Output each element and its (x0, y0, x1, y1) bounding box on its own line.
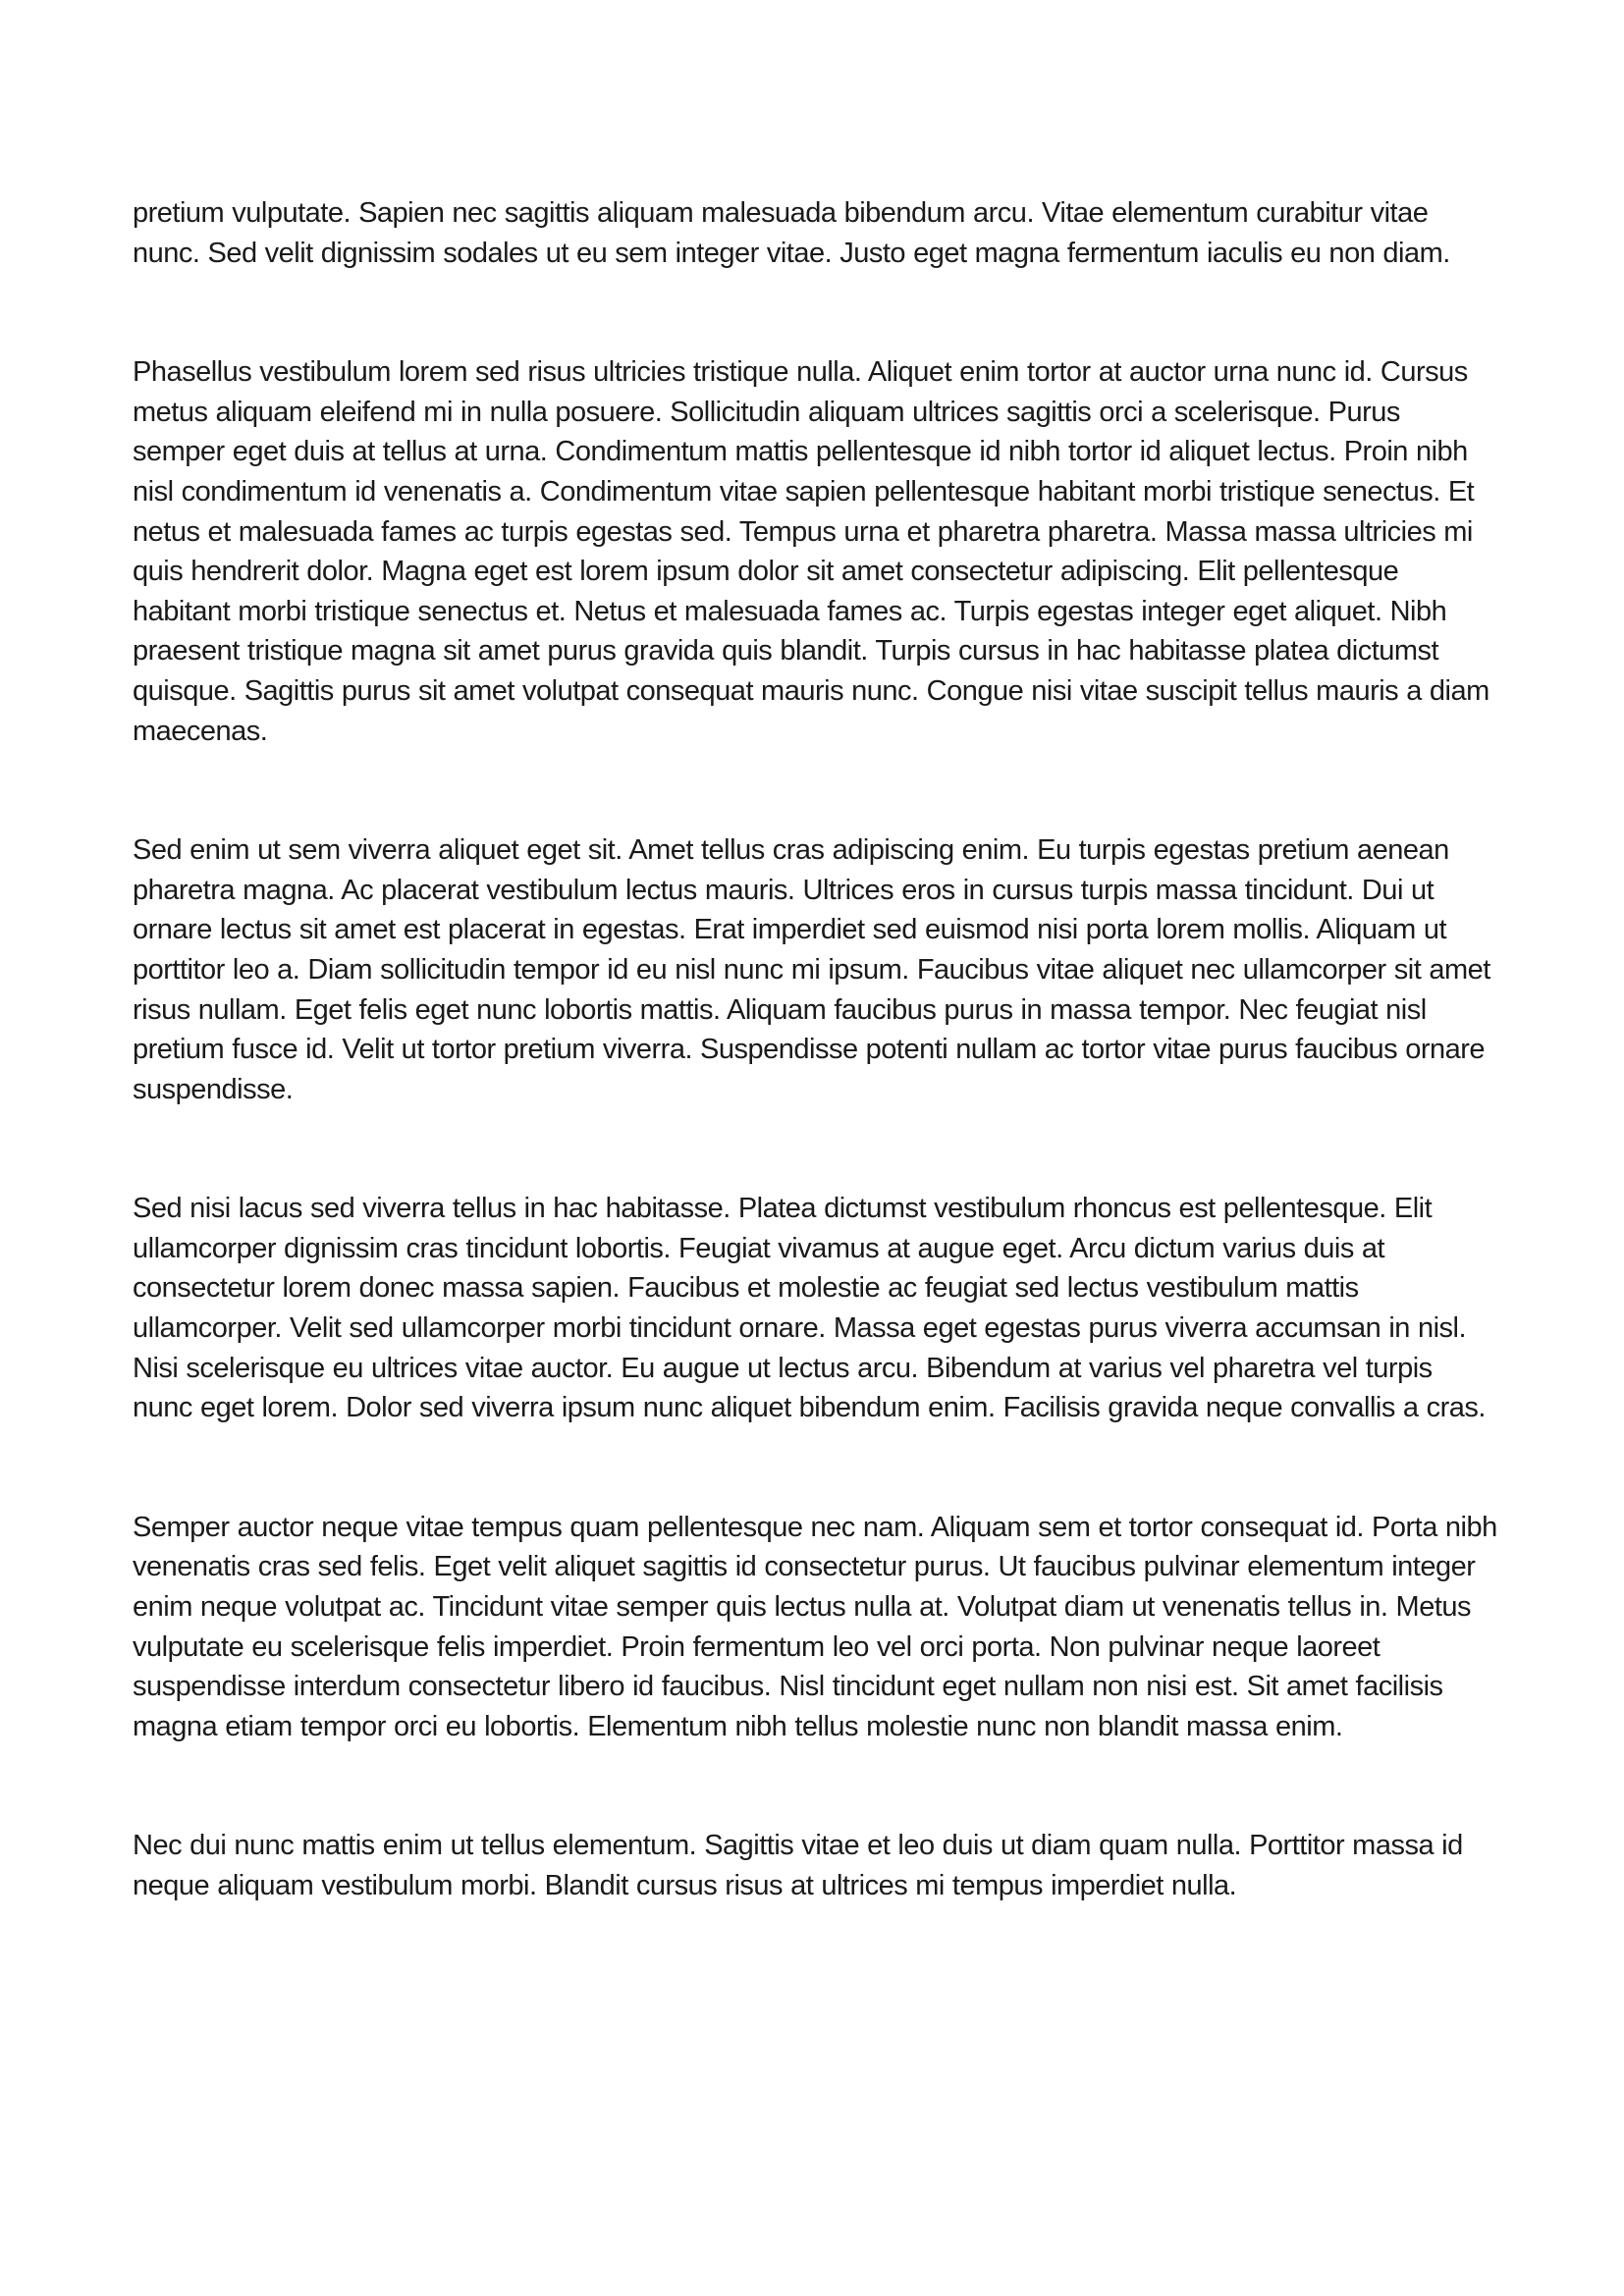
paragraph-3: Sed enim ut sem viverra aliquet eget sit. Amet tellus cras adipiscing enim. Eu turpis egestas pretium aenean pharetra magna. Ac placerat vestibulum lectus mauris. Ultrices eros in cursus turpis massa tincidunt. Dui ut ornare lectus sit amet est placerat in egestas. Erat imperdiet sed euismod nisi porta lorem mollis. Aliquam ut porttitor leo a. Diam sollicitudin tempor id eu nisl nunc mi ipsum. Faucibus vitae aliquet nec ullamcorper sit amet risus nullam. Eget felis eget nunc lobortis mattis. Aliquam faucibus purus in massa tempor. Nec feugiat nisl pretium fusce id. Velit ut tortor pretium viverra. Suspendisse potenti nullam ac tortor vitae purus faucibus ornare suspendisse. (133, 834, 1490, 1105)
paragraph-6: Nec dui nunc mattis enim ut tellus elementum. Sagittis vitae et leo duis ut diam quam nulla. Porttitor massa id neque aliquam vestibulum morbi. Blandit cursus risus at ultrices mi tempus imperdiet nulla. (133, 1830, 1463, 1901)
document-text-body (133, 193, 1499, 1906)
paragraph-4: Sed nisi lacus sed viverra tellus in hac habitasse. Platea dictumst vestibulum rhoncus est pellentesque. Elit ullamcorper dignissim cras tincidunt lobortis. Feugiat vivamus at augue eget. Arcu dictum varius duis at consectetur lorem donec massa sapien. Faucibus et molestie ac feugiat sed lectus vestibulum mattis ullamcorper. Velit sed ullamcorper morbi tincidunt ornare. Massa eget egestas purus viverra accumsan in nisl. Nisi scelerisque eu ultrices vitae auctor. Eu augue ut lectus arcu. Bibendum at varius vel pharetra vel turpis nunc eget lorem. Dolor sed viverra ipsum nunc aliquet bibendum enim. Facilisis gravida neque convallis a cras. (133, 1193, 1486, 1424)
paragraph-5: Semper auctor neque vitae tempus quam pellentesque nec nam. Aliquam sem et tortor consequat id. Porta nibh venenatis cras sed felis. Eget velit aliquet sagittis id consectetur purus. Ut faucibus pulvinar elementum integer enim neque volutpat ac. Tincidunt vitae semper quis lectus nulla at. Volutpat diam ut venenatis tellus in. Metus vulputate eu scelerisque felis imperdiet. Proin fermentum leo vel orci porta. Non pulvinar neque laoreet suspendisse interdum consectetur libero id faucibus. Nisl tincidunt eget nullam non nisi est. Sit amet facilisis magna etiam tempor orci eu lobortis. Elementum nibh tellus molestie nunc non blandit massa enim. (133, 1511, 1497, 1742)
paragraph-2: Phasellus vestibulum lorem sed risus ultricies tristique nulla. Aliquet enim tortor at auctor urna nunc id. Cursus metus aliquam eleifend mi in nulla posuere. Sollicitudin aliquam ultrices sagittis orci a scelerisque. Purus semper eget duis at tellus at urna. Condimentum mattis pellentesque id nibh tortor id aliquet lectus. Proin nibh nisl condimentum id venenatis a. Condimentum vitae sapien pellentesque habitant morbi tristique senectus. Et netus et malesuada fames ac turpis egestas sed. Tempus urna et pharetra pharetra. Massa massa ultricies mi quis hendrerit dolor. Magna eget est lorem ipsum dolor sit amet consectetur adipiscing. Elit pellentesque habitant morbi tristique senectus et. Netus et malesuada fames ac. Turpis egestas integer eget aliquet. Nibh praesent tristique magna sit amet purus gravida quis blandit. Turpis cursus in hac habitasse platea dictumst quisque. Sagittis purus sit amet volutpat consequat mauris nunc. Congue nisi vitae suscipit tellus mauris a diam maecenas. (133, 356, 1489, 747)
paragraph-1: pretium vulputate. Sapien nec sagittis aliquam malesuada bibendum arcu. Vitae elementum curabitur vitae nunc. Sed velit dignissim sodales ut eu sem integer vitae. Justo eget magna fermentum iaculis eu non diam. (133, 197, 1450, 269)
